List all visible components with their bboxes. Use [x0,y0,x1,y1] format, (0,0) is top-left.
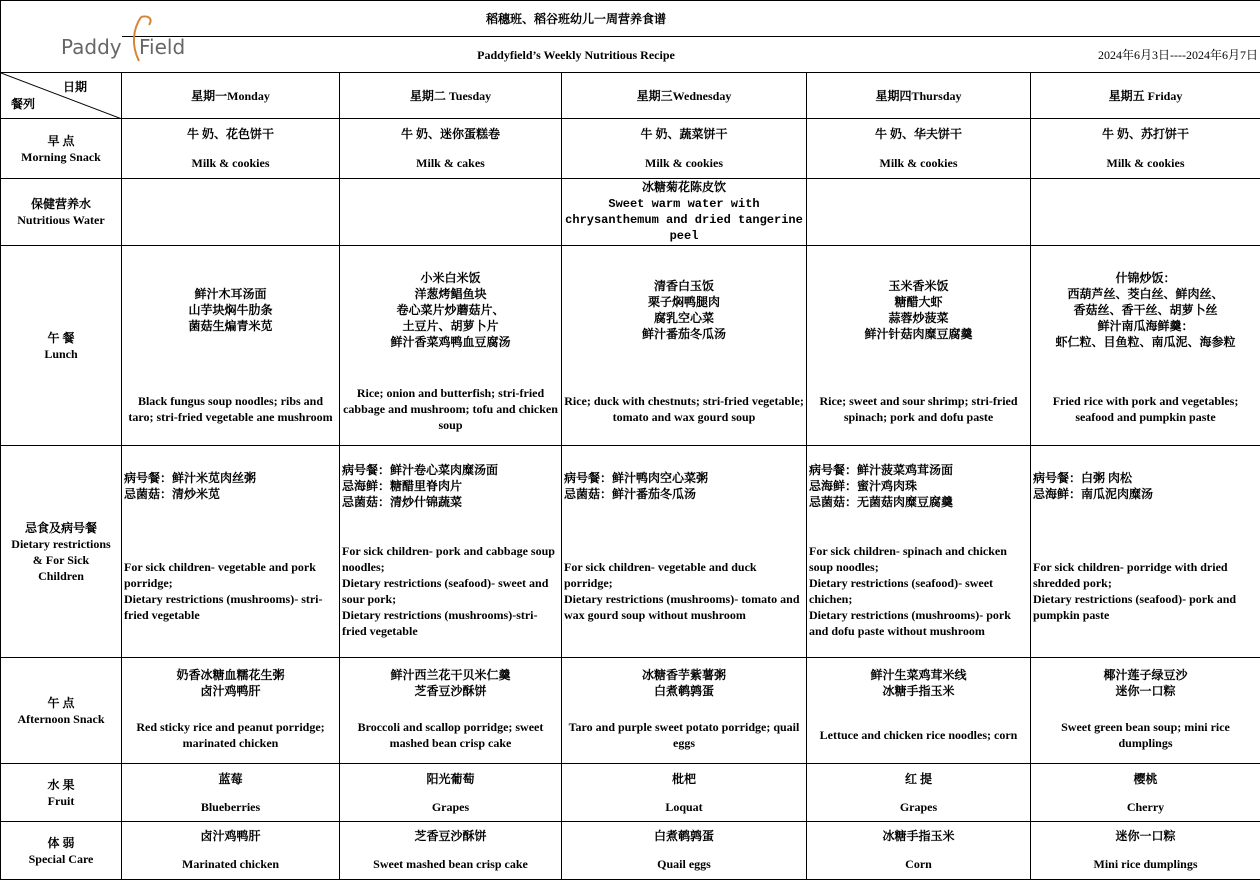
lunch-cn-line: 菌菇生煸青米苋 [188,318,273,333]
dietary-cn-line: 忌菌菇：鲜汁番茄冬瓜汤 [564,486,697,501]
dietary-en-line: For sick children- vegetable and duck porridge; [564,560,757,591]
nutritious-water-label-cn: 保健营养水 [30,197,91,211]
morning-snack-cn-tue: 牛 奶、迷你蛋糕卷 [340,119,562,149]
afternoon-snack-cn-line: 冰糖香芋紫薯粥 [641,667,726,682]
dietary-en-line: For sick children- spinach and chicken soup noodles; [809,544,1007,575]
lunch-cn-line: 腐乳空心菜 [653,310,714,325]
special-care-en-tue: Sweet mashed bean crisp cake [340,850,562,880]
morning-snack-en-thu: Milk & cookies [807,149,1031,179]
afternoon-snack-cn-line: 白煮鹌鹑蛋 [653,683,714,698]
lunch-cn-line: 虾仁粒、目鱼粒、南瓜泥、海参粒 [1055,334,1236,349]
morning-snack-en-wed: Milk & cookies [562,149,807,179]
nutritious-water-mon [122,179,340,246]
morning-snack-en-tue: Milk & cakes [340,149,562,179]
special-care-en-mon: Marinated chicken [122,850,340,880]
fruit-cn-fri: 樱桃 [1031,764,1260,794]
morning-snack-label-en: Morning Snack [21,149,101,164]
afternoon-snack-cn-line: 芝香豆沙酥饼 [414,683,487,698]
dietary-en-line: Dietary restrictions (seafood)- pork and pumpkin paste [1033,592,1237,623]
dietary-cn-line: 忌海鲜：蜜汁鸡肉珠 [809,478,918,493]
date-range: 2024年6月3日----2024年6月7日 [1031,37,1260,73]
title-chinese: 稻穗班、稻谷班幼儿一周营养食谱 [122,1,1031,37]
row-label-morning-snack [1,119,122,179]
logo-text-right: Field [139,35,186,59]
lunch-cn-line: 鲜汁木耳汤面 [194,286,267,301]
nutritious-water-label-en: Nutritious Water [17,213,105,227]
dietary-label-en: & For Sick [32,552,90,567]
fruit-en-thu: Grapes [807,794,1031,822]
afternoon-snack-cn-line: 椰汁莲子绿豆沙 [1103,667,1188,682]
lunch-cn-tue [340,246,562,374]
dietary-en-line: For sick children- porridge with dried shredded pork; [1033,560,1228,591]
lunch-en-thu: Rice; sweet and sour shrimp; stri-fried spinach; pork and dofu paste [807,374,1031,446]
dietary-en-mon [122,526,340,658]
lunch-en-tue: Rice; onion and butterfish; stri-fried cabbage and mushroom; tofu and chicken soup [340,374,562,446]
special-care-en-fri: Mini rice dumplings [1031,850,1260,880]
afternoon-snack-en-fri: Sweet green bean soup; mini rice dumplings [1031,708,1260,764]
row-label-dietary [1,446,122,658]
corner-label-meal: 餐列 [11,97,36,111]
afternoon-snack-cn-fri [1031,658,1260,708]
dietary-en-line: For sick children- vegetable and pork porridge; [124,560,316,591]
dietary-cn-wed [562,446,807,526]
special-care-cn-thu: 冰糖手指玉米 [807,822,1031,850]
lunch-cn-line: 清香白玉饭 [653,278,714,293]
lunch-cn-line: 鲜汁南瓜海鲜羹： [1097,318,1194,333]
afternoon-snack-label-cn: 午 点 [47,695,75,710]
lunch-cn-line: 土豆片、胡萝卜片 [402,318,499,333]
logo-area [1,1,186,73]
special-care-label-en: Special Care [28,851,94,866]
day-header-friday: 星期五 Friday [1031,73,1260,119]
nutritious-water-fri [1031,179,1260,246]
dietary-label-en: Children [38,568,84,583]
dietary-cn-line: 忌菌菇：清炒什锦蔬菜 [342,494,463,509]
day-header-tuesday: 星期二 Tuesday [340,73,562,119]
dietary-en-wed [562,526,807,658]
afternoon-snack-en-tue: Broccoli and scallop porridge; sweet mashed bean crisp cake [340,708,562,764]
morning-snack-cn-mon: 牛 奶、花色饼干 [122,119,340,149]
dietary-cn-line: 忌海鲜：南瓜泥肉糜汤 [1033,486,1154,501]
title-english: Paddyfield’s Weekly Nutritious Recipe [122,37,1031,73]
morning-snack-cn-wed: 牛 奶、蔬菜饼干 [562,119,807,149]
morning-snack-en-mon: Milk & cookies [122,149,340,179]
afternoon-snack-cn-line: 迷你一口粽 [1115,683,1176,698]
lunch-cn-line: 什锦炒饭： [1115,270,1176,285]
corner-cell [1,73,122,119]
nutritious-water-wed [562,179,807,246]
special-care-en-wed: Quail eggs [562,850,807,880]
afternoon-snack-en-thu: Lettuce and chicken rice noodles; corn [807,708,1031,764]
nutritious-water-tue [340,179,562,246]
afternoon-snack-cn-line: 鲜汁生菜鸡茸米线 [870,667,967,682]
afternoon-snack-cn-line: 卤汁鸡鸭肝 [200,683,261,698]
special-care-en-thu: Corn [807,850,1031,880]
dietary-en-line: For sick children- pork and cabbage soup noodles; [342,544,555,575]
lunch-label-en: Lunch [44,346,78,361]
lunch-cn-line: 蒜蓉炒菠菜 [888,310,949,325]
dietary-cn-line: 病号餐：白粥 肉松 [1033,470,1133,485]
lunch-cn-thu [807,246,1031,374]
special-care-cn-wed: 白煮鹌鹑蛋 [562,822,807,850]
morning-snack-en-fri: Milk & cookies [1031,149,1260,179]
afternoon-snack-cn-tue [340,658,562,708]
nutritious-water-wed-cn: 冰糖菊花陈皮饮 [641,181,726,195]
lunch-cn-mon [122,246,340,374]
special-care-label-cn: 体 弱 [47,835,75,850]
special-care-cn-tue: 芝香豆沙酥饼 [340,822,562,850]
dietary-en-line: Dietary restrictions (mushrooms)- stri-fried vegetable [124,592,323,623]
dietary-en-line: Dietary restrictions (mushrooms)-stri-fried vegetable [342,608,538,639]
afternoon-snack-en-wed: Taro and purple sweet potato porridge; quail eggs [562,708,807,764]
afternoon-snack-cn-wed [562,658,807,708]
header-blank [1031,1,1260,37]
lunch-cn-line: 玉米香米饭 [888,278,949,293]
afternoon-snack-cn-line: 冰糖手指玉米 [882,683,955,698]
lunch-cn-line: 鲜汁针菇肉糜豆腐羹 [864,326,973,341]
lunch-cn-line: 山芋块焖牛肋条 [188,302,273,317]
morning-snack-cn-thu: 牛 奶、华夫饼干 [807,119,1031,149]
lunch-cn-line: 卷心菜片炒蘑菇片、 [396,302,505,317]
fruit-label-en: Fruit [47,793,75,808]
afternoon-snack-cn-mon [122,658,340,708]
lunch-cn-fri [1031,246,1260,374]
dietary-cn-line: 忌菌菇：清炒米苋 [124,486,221,501]
fruit-cn-wed: 枇杷 [562,764,807,794]
morning-snack-label-cn: 早 点 [47,133,75,148]
lunch-cn-wed [562,246,807,374]
day-header-thursday: 星期四Thursday [807,73,1031,119]
morning-snack-cn-fri: 牛 奶、苏打饼干 [1031,119,1260,149]
fruit-cn-tue: 阳光葡萄 [340,764,562,794]
paddyfield-logo [59,11,189,67]
dietary-cn-line: 病号餐：鲜汁鸭肉空心菜粥 [564,470,709,485]
nutritious-water-wed-en: Sweet warm water with chrysanthemum and dried tangerine peel [565,197,803,243]
afternoon-snack-cn-line: 鲜汁西兰花干贝米仁羹 [390,667,511,682]
dietary-cn-line: 忌海鲜：糖醋里脊肉片 [342,478,463,493]
afternoon-snack-cn-thu [807,658,1031,708]
dietary-cn-line: 病号餐：鲜汁卷心菜肉糜汤面 [342,462,499,477]
fruit-cn-mon: 蓝莓 [122,764,340,794]
lunch-cn-line: 鲜汁香菜鸡鸭血豆腐汤 [390,334,511,349]
dietary-cn-mon [122,446,340,526]
row-label-nutritious-water [1,179,122,246]
dietary-en-thu [807,526,1031,658]
afternoon-snack-label-en: Afternoon Snack [17,711,105,726]
afternoon-snack-en-mon: Red sticky rice and peanut porridge; marinated chicken [122,708,340,764]
dietary-en-line: Dietary restrictions (mushrooms)- tomato and wax gourd soup without mushroom [564,592,800,623]
special-care-cn-mon: 卤汁鸡鸭肝 [122,822,340,850]
nutritious-water-thu [807,179,1031,246]
lunch-cn-line: 糖醋大虾 [894,294,943,309]
lunch-cn-line: 鲜汁番茄冬瓜汤 [641,326,726,341]
dietary-en-line: Dietary restrictions (seafood)- sweet and sour pork; [342,576,549,607]
fruit-label-cn: 水 果 [47,777,75,792]
dietary-en-tue [340,526,562,658]
corner-label-date: 日期 [62,80,87,94]
dietary-label-en: Dietary restrictions [11,536,111,551]
dietary-en-line: Dietary restrictions (mushrooms)- pork and dofu paste without mushroom [809,608,1011,639]
logo-text-left: Paddy [61,35,122,59]
day-header-monday: 星期一Monday [122,73,340,119]
row-label-lunch [1,246,122,446]
dietary-en-line: Dietary restrictions (seafood)- sweet chichen; [809,576,994,607]
row-label-special-care [1,822,122,880]
dietary-cn-line: 病号餐：鲜汁米苋肉丝粥 [124,470,257,485]
lunch-cn-line: 香菇丝、香干丝、胡萝卜丝 [1073,302,1218,317]
row-label-fruit [1,764,122,822]
fruit-en-mon: Blueberries [122,794,340,822]
lunch-cn-line: 洋葱烤鲳鱼块 [414,286,487,301]
row-label-afternoon-snack [1,658,122,764]
lunch-cn-line: 小米白米饭 [420,270,481,285]
afternoon-snack-cn-line: 奶香冰糖血糯花生粥 [176,667,285,682]
day-header-wednesday: 星期三Wednesday [562,73,807,119]
lunch-en-wed: Rice; duck with chestnuts; stri-fried vegetable; tomato and wax gourd soup [562,374,807,446]
dietary-cn-line: 病号餐：鲜汁菠菜鸡茸汤面 [809,462,954,477]
lunch-label-cn: 午 餐 [47,330,75,345]
lunch-en-mon: Black fungus soup noodles; ribs and taro; stri-fried vegetable ane mushroom [122,374,340,446]
lunch-cn-line: 栗子焖鸭腿肉 [647,294,720,309]
dietary-cn-line: 忌菌菇：无菌菇肉糜豆腐羹 [809,494,954,509]
lunch-en-fri: Fried rice with pork and vegetables; seafood and pumpkin paste [1031,374,1260,446]
fruit-en-fri: Cherry [1031,794,1260,822]
dietary-en-fri [1031,526,1260,658]
dietary-cn-fri [1031,446,1260,526]
dietary-cn-tue [340,446,562,526]
dietary-cn-thu [807,446,1031,526]
dietary-label-cn: 忌食及病号餐 [24,520,97,535]
fruit-en-tue: Grapes [340,794,562,822]
fruit-cn-thu: 红 提 [807,764,1031,794]
special-care-cn-fri: 迷你一口粽 [1031,822,1260,850]
fruit-en-wed: Loquat [562,794,807,822]
lunch-cn-line: 西葫芦丝、茭白丝、鲜肉丝、 [1067,286,1224,301]
